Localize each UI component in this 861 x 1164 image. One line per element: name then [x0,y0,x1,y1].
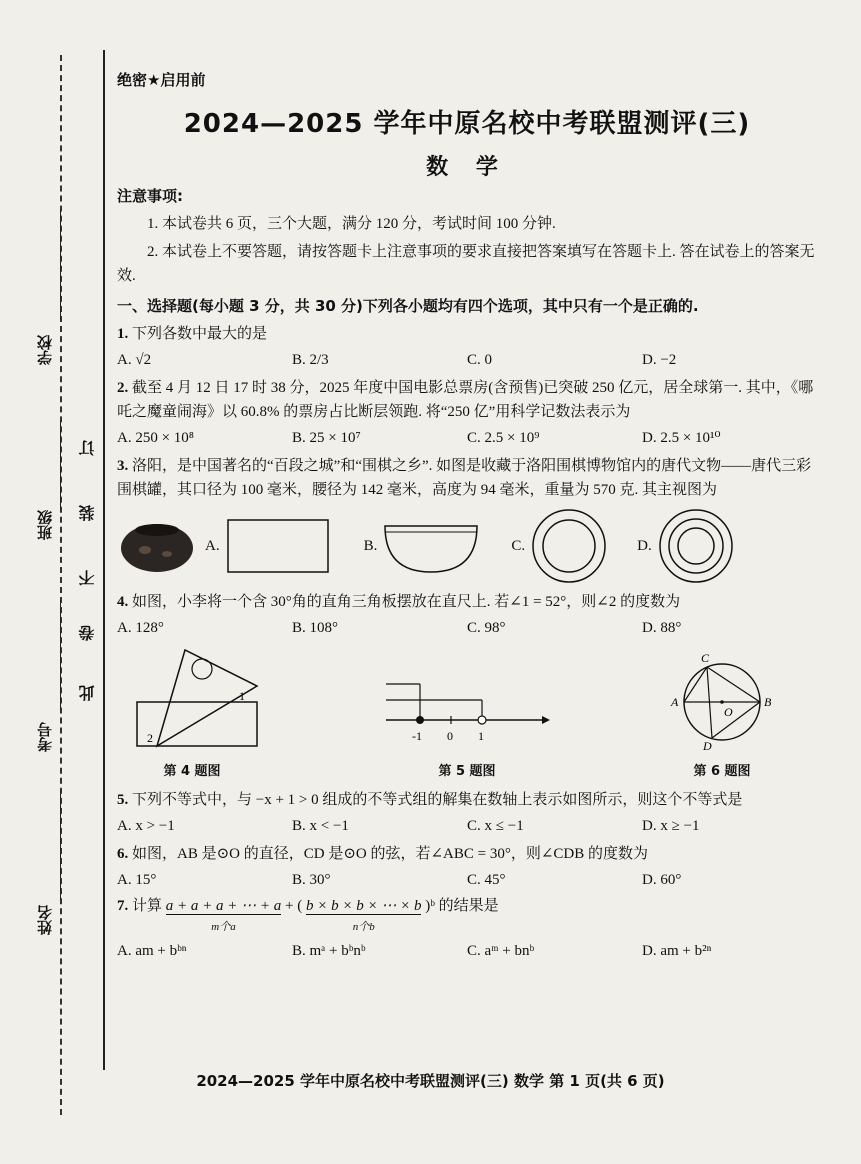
seal-char: 不 [78,570,97,586]
rectangle-view [224,516,334,576]
question-text: 截至 4 月 12 日 17 时 38 分，2025 年度中国电影总票房(含预售)已突破 250 亿元，居全球第一. 其中，《哪吒之魔童闹海》以 60.8% 的票房占比断层领跑. 将“250 亿”用科学记数法表示为 [117,380,814,420]
question-7 [117,896,817,937]
option-b: B. x < −1 [292,818,349,834]
option-d: D. 2.5 × 10¹⁰ [642,430,721,446]
option-a: A. am + bᵇⁿ [117,943,187,959]
figure-4-caption: 第 4 题图 [163,764,221,779]
name-label: 姓名 [36,905,54,935]
question-text: )ᵇ 的结果是 [425,898,499,914]
note-item: 1. 本试卷共 6 页，三个大题，满分 120 分，考试时间 100 分钟. [147,216,556,232]
question-number: 7. [117,898,129,914]
note-item: 2. 本试卷上不要答题，请按答题卡上注意事项的要求直接把答案填写在答题卡上. 答在试卷上的答案无效. [117,244,815,284]
two-circles-view [529,508,609,584]
question-number: 6. [117,846,129,862]
question-text: 计算 [132,898,163,914]
question-number: 2. [117,380,129,396]
class-line [60,420,61,510]
option-b: B. mᵃ + bᵇnᵇ [292,943,366,959]
option-a: A. x > −1 [117,818,175,834]
question-5 [117,788,817,812]
question-4 [117,590,817,614]
product-count: n个b [352,921,375,933]
sum-count: m个a [211,921,236,933]
sum-group [166,896,282,937]
options-1 [117,348,817,372]
option-b: B. 25 × 10⁷ [292,430,361,446]
figures-row [117,644,817,784]
school-line [60,210,61,320]
exam-no-line [60,600,61,710]
name-line [60,790,61,900]
question-number: 1. [117,326,129,342]
option-d: D. [637,538,652,554]
page-footer: 2024—2025 学年中原名校中考联盟测评(三) 数学 第 1 页(共 6 页) [196,1072,665,1090]
point-d: D [703,739,712,752]
option-a: A. 250 × 10⁸ [117,430,195,446]
number-line-figure [382,672,552,752]
angle-1-label: 1 [239,689,245,703]
option-c: C. x ≤ −1 [467,818,524,834]
question-text: 如图，小李将一个含 30°角的直角三角板摆放在直尺上. 若∠1 = 52°，则∠2 的度数为 [132,594,681,610]
question-number: 3. [117,458,129,474]
class-label: 班级 [36,510,54,540]
option-b: B. 30° [292,872,331,888]
seal-char: 订 [78,440,97,456]
angle-2-label: 2 [147,731,153,745]
options-6 [117,868,817,892]
question-number: 4. [117,594,129,610]
point-o: O [724,705,733,719]
option-c: C. 0 [467,352,493,368]
option-d: D. 60° [642,872,682,888]
options-7 [117,939,817,963]
option-c: C. 98° [467,620,506,636]
figure-4 [117,644,267,784]
option-d: D. −2 [642,352,677,368]
question-6 [117,842,817,866]
figure-6 [667,652,777,784]
go-jar-photo [117,518,197,574]
tick-pos1: 1 [478,729,484,743]
seal-char: 卷 [78,625,97,641]
point-b: B [764,695,772,709]
tick-zero: 0 [447,729,453,743]
notes-heading: 注意事项: [117,187,183,205]
exam-content [117,68,817,965]
question-3-figures [117,508,817,584]
question-text: 下列各数中最大的是 [132,326,268,342]
option-d: D. am + b²ⁿ [642,943,712,959]
point-c: C [701,652,710,665]
option-b: B. [363,538,378,554]
question-2 [117,376,817,424]
exam-no-label: 考号 [36,722,54,752]
question-text: 如图，AB 是⊙O 的直径，CD 是⊙O 的弦，若∠ABC = 30°，则∠CDB 的度数为 [132,846,649,862]
option-a: A. 128° [117,620,164,636]
option-c: C. aᵐ + bnᵇ [467,943,535,959]
question-3 [117,454,817,502]
option-a: A. [205,538,220,554]
question-text: 下列不等式中，与 −x + 1 > 0 组成的不等式组的解集在数轴上表示如图所示，则这个不等式是 [132,792,743,808]
confidential-mark: 绝密★启用前 [117,71,206,89]
option-b: B. 2/3 [292,352,329,368]
option-d: D. 88° [642,620,682,636]
figure-5 [382,672,552,784]
option-c: C. [511,538,526,554]
option-c: C. 45° [467,872,506,888]
point-a: A [671,695,679,709]
binding-strip [0,0,105,1164]
binding-border [103,50,105,1070]
exam-title: 2024—2025 学年中原名校中考联盟测评(三) [183,109,751,139]
circle-figure [667,652,777,752]
option-b: B. 108° [292,620,339,636]
seal-char: 装 [78,505,97,521]
bowl-view [381,516,481,576]
seal-char: 此 [78,685,97,701]
figure-5-caption: 第 5 题图 [438,764,496,779]
option-a: A. 15° [117,872,157,888]
tick-neg1: -1 [412,729,422,743]
options-2 [117,426,817,450]
question-1 [117,322,817,346]
option-c: C. 2.5 × 10⁹ [467,430,540,446]
product-group [306,896,422,937]
subject-title: 数 学 [426,155,508,180]
options-4 [117,616,817,640]
option-d: D. x ≥ −1 [642,818,700,834]
sum-expression: a + a + a + ⋯ + a [165,898,282,914]
option-a: A. √2 [117,352,152,368]
product-expression: b × b × b × ⋯ × b [305,898,422,914]
school-label: 学校 [36,335,54,365]
ruler-triangle-figure [117,644,267,752]
question-text: + ( [285,898,303,914]
options-5 [117,814,817,838]
three-circles-view [656,508,736,584]
question-text: 洛阳，是中国著名的“百段之城”和“围棋之乡”. 如图是收藏于洛阳围棋博物馆内的唐代文物——唐代三彩围棋罐，其口径为 100 毫米，腰径为 142 毫米，高度为 94 毫米，重量为 570 克. 其主视图为 [117,458,812,498]
figure-6-caption: 第 6 题图 [693,764,751,779]
section-heading: 一、选择题(每小题 3 分，共 30 分)下列各小题均有四个选项，其中只有一个是正确的. [117,297,699,315]
question-number: 5. [117,792,129,808]
